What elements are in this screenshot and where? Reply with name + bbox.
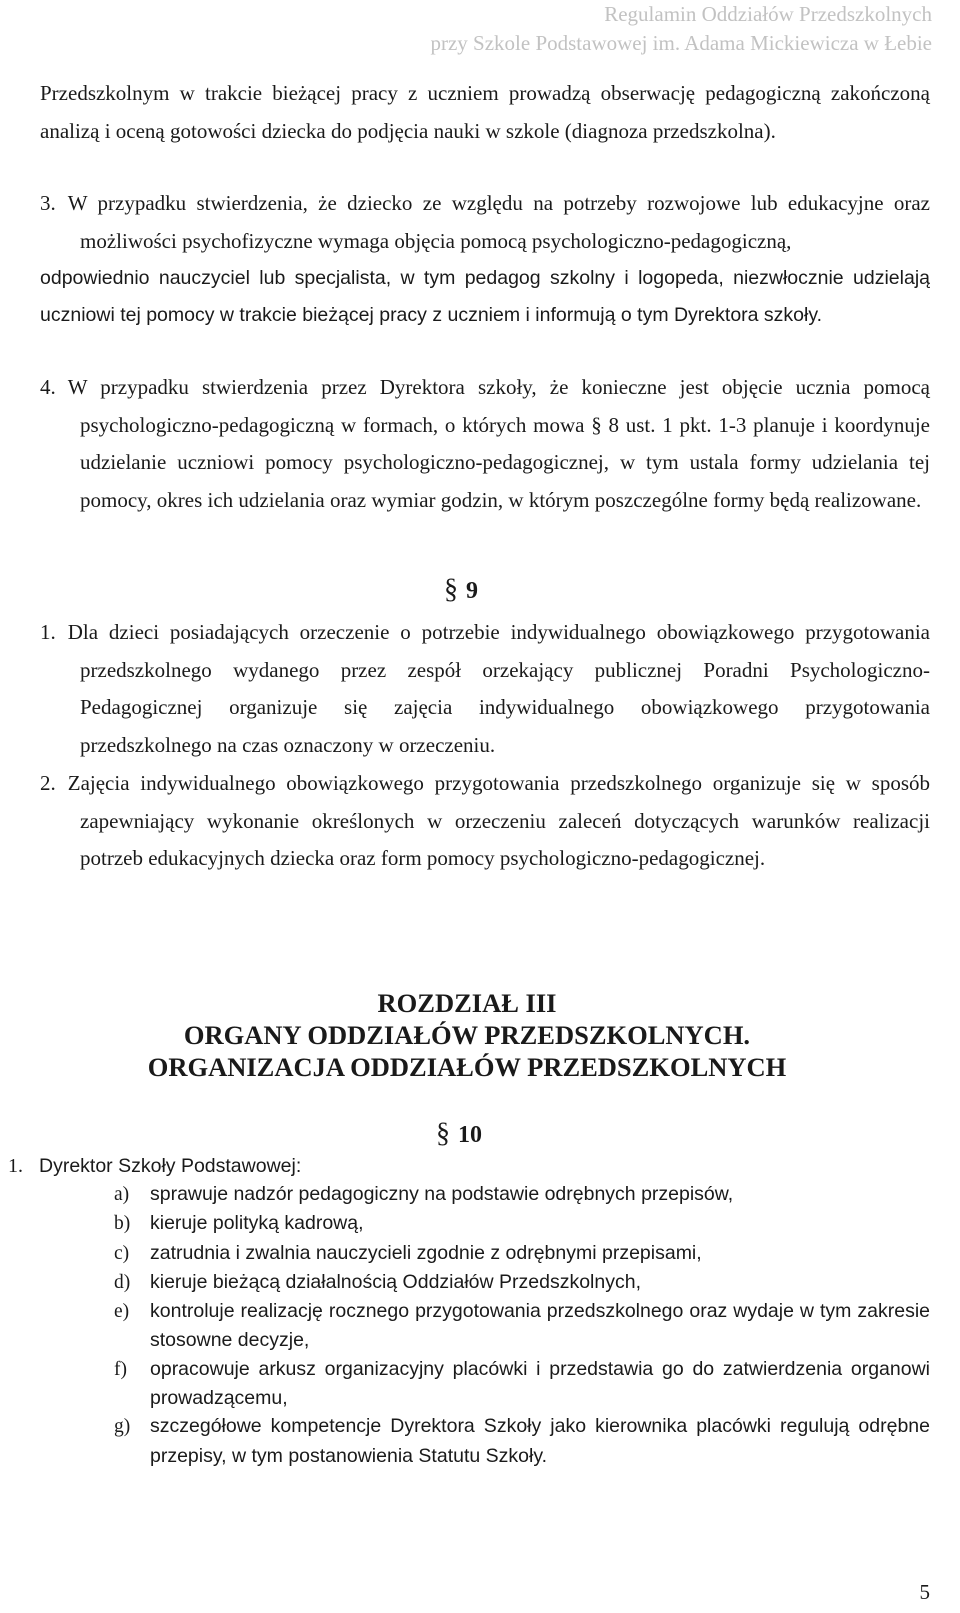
item-letter: c) (114, 1242, 130, 1264)
section-9-list (40, 614, 930, 878)
paragraph-3-serif (40, 185, 930, 260)
intro-continuation (40, 75, 930, 150)
item-text: zatrudnia i zwalnia nauczycieli zgodnie z odrębnymi przepisami, (150, 1241, 702, 1264)
intro-text: Przedszkolnym w trakcie bieżącej pracy z uczniem prowadzą obserwację pedagogiczną zakończoną analizą i oceną gotowości dziecka do podjęcia nauki w szkole (diagnoza przedszkolna). (40, 81, 930, 143)
paragraph-3-text-sans: odpowiednio nauczyciel lub specjalista, w tym pedagog szkolny i logopeda, niezwłocznie udzielają uczniowi tej pomocy w trakcie bieżącej pracy z uczniem i informują o tym Dyrektora szkoły. (40, 267, 930, 327)
paragraph-3 (40, 185, 930, 334)
item-letter: a) (114, 1184, 130, 1205)
page-header (430, 0, 932, 58)
header-title: Regulamin Oddziałów Przedszkolnych (604, 2, 932, 26)
item-letter: g) (114, 1416, 131, 1438)
paragraph-4-body (40, 369, 930, 520)
chapter-heading (0, 987, 934, 1083)
item-letter: b) (114, 1213, 131, 1235)
section-9-heading (444, 574, 478, 606)
item-text: sprawuje nadzór pedagogiczny na podstawie odrębnych przepisów, (150, 1183, 734, 1205)
paragraph-3-text-serif: W przypadku stwierdzenia, że dziecko ze względu na potrzeby rozwojowe lub edukacyjne oraz możliwości psychofizyczne wymaga objęcia pomocą psychologiczno-pedagogiczną, (67, 191, 930, 253)
sublist-item (114, 1297, 930, 1355)
item-text: szczegółowe kompetencje Dyrektora Szkoły jako kierownika placówki regulują odrębne przepisy, w tym postanowienia Statutu Szkoły. (150, 1415, 930, 1467)
item-letter: e) (114, 1301, 130, 1323)
page-number: 5 (919, 1580, 930, 1604)
chapter-title-1: ORGANY ODDZIAŁÓW PRZEDSZKOLNYCH. (183, 1020, 751, 1050)
paragraph-4 (40, 369, 930, 520)
sublist-item (114, 1355, 930, 1413)
section-10-intro (8, 1155, 301, 1178)
item-number: 2. (40, 770, 56, 795)
sublist-item (114, 1239, 930, 1268)
header-subtitle: przy Szkole Podstawowej im. Adama Mickiewicza w Łebie (430, 31, 932, 55)
item-number: 1. (40, 620, 56, 644)
section-sign: § (436, 1118, 450, 1149)
section-number: 9 (466, 578, 478, 604)
item-text: kontroluje realizację rocznego przygotowania przedszkolnego oraz wydaje w tym zakresie stosowne decyzje, (150, 1300, 930, 1352)
section-10-heading (436, 1118, 482, 1150)
sublist-item (114, 1268, 930, 1297)
item-letter: d) (114, 1271, 131, 1293)
item-text: kieruje bieżącą działalnością Oddziałów Przedszkolnych, (150, 1270, 641, 1293)
item-text: opracowuje arkusz organizacyjny placówki i przedstawia go do zatwierdzenia organowi prowadzącemu, (150, 1357, 930, 1410)
intro-label: Dyrektor Szkoły Podstawowej: (39, 1155, 302, 1177)
chapter-number: ROZDZIAŁ III (377, 988, 557, 1018)
item-text: Zajęcia indywidualnego obowiązkowego przygotowania przedszkolnego organizuje się w sposób zapewniający wykonanie określonych w orzeczeniu zaleceń dotyczących warunków realizacji potrzeb edukacyjnych dziecka oraz form pomocy psychologiczno-pedagogicznej. (67, 770, 930, 871)
section-10-sublist (114, 1180, 930, 1470)
item-text: Dla dzieci posiadających orzeczenie o potrzebie indywidualnego obowiązkowego przygotowania przedszkolnego wydanego przez zespół orzekający publicznej Poradni Psychologiczno-Pedagogicznej organizuje się zajęcia indywidualnego obowiązkowego przygotowania przedszkolnego na czas oznaczony w orzeczeniu. (67, 620, 930, 758)
section-sign: § (444, 574, 458, 605)
paragraph-number: 4. (40, 375, 56, 399)
item-letter: f) (114, 1358, 127, 1380)
sublist-item (114, 1180, 930, 1209)
paragraph-4-text: W przypadku stwierdzenia przez Dyrektora szkoły, że konieczne jest objęcie ucznia pomocą psychologiczno-pedagogiczną w formach, o których mowa § 8 ust. 1 pkt. 1-3 planuje i koordynuje udzielanie uczniowi pomocy psychologiczno-pedagogicznej, w tym ustala formy udzielania tej pomocy, okres ich udzielania oraz wymiar godzin, w którym poszczególne formy będą realizowane. (67, 375, 930, 513)
sublist-item (114, 1412, 930, 1470)
chapter-title-2: ORGANIZACJA ODDZIAŁÓW PRZEDSZKOLNYCH (147, 1052, 787, 1082)
item-text: kieruje polityką kadrową, (150, 1212, 364, 1235)
paragraph-number: 3. (40, 191, 56, 215)
item-number: 1. (8, 1155, 23, 1177)
list-item (40, 765, 930, 878)
sublist-item (114, 1209, 930, 1238)
list-item (40, 614, 930, 765)
section-number: 10 (458, 1122, 482, 1148)
